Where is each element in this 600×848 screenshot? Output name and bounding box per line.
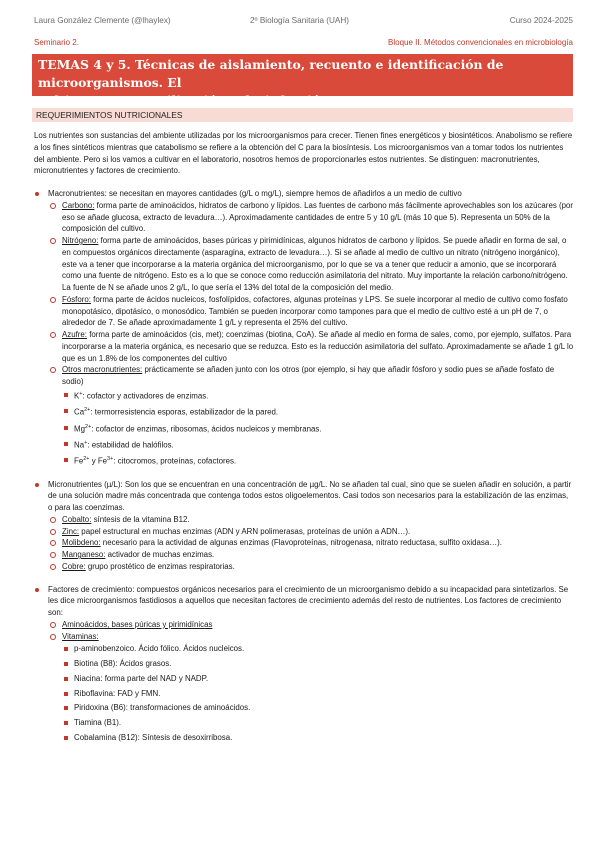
term: Nitrógeno:: [62, 236, 99, 245]
list-item: [48, 631, 574, 744]
list-item: [48, 561, 574, 573]
definition: grupo prostético de enzimas respiratorias.: [85, 561, 235, 571]
other-macronutrients-list: [62, 389, 574, 468]
term: Azufre:: [62, 330, 87, 339]
square-bullet-icon: [64, 647, 68, 651]
term: Fósforo:: [62, 294, 91, 304]
circle-bullet-icon: [50, 634, 56, 640]
square-bullet-icon: [64, 458, 68, 462]
block: Bloque II. Métodos convencionales en microbiología: [388, 38, 573, 47]
definition: forma parte de aminoácidos, bases púricas y pirimidínicas, algunos hidratos de carbono y lípidos. Se puede añadir en forma de sal, o en compuestos orgánicos directamente (asparagina, extracto de levadura…). Si se añade al medio de cultivo un nitrato (nitrógeno inorgánico), este va a tener que incorporarse a la materia orgánica del microorganismo, por lo que se va a tener que reducir a amonio, que se incorporará como una fuente de nitrógeno. Esto es a lo que se conoce como reducción asimilatoria del nitrato. Muy importante la relación carbono/nitrógeno. La fuente de N se añade unos 2 g/L, lo que sería el 13% del total de la composición del medio.: [62, 236, 568, 292]
ion-item: $Fe^{2+}$ y $Fe^{3+}$: citocromos, proteínas, cofactores.: [62, 454, 574, 467]
list-item: [48, 526, 574, 538]
definition: papel estructural en muchas enzimas (ADN y ARN polimerasas, proteínas de unión a ADN…).: [79, 526, 411, 536]
vitamins-list: [62, 643, 574, 743]
title-banner: [32, 54, 573, 108]
vitamin-item: p-aminobenzoico. Ácido fólico. Ácidos nucleicos.: [62, 643, 574, 655]
list-item: [48, 537, 574, 549]
vitamin-item: Niacina: forma parte del NAD y NADP.: [62, 673, 574, 685]
title-line-1: TEMAS 4 y 5. Técnicas de aislamiento, recuento e identificación de microorganismos. El: [38, 57, 504, 90]
list-item: [48, 200, 574, 235]
section-heading: REQUERIMIENTOS NUTRICIONALES: [32, 108, 573, 122]
definition: forma parte de aminoácidos, hidratos de carbono y lípidos. Las fuentes de carbono más fácilmente aprovechables son los azúcares (por eso se añade glucosa, extracto de levadura…). Aproximadamente cantidades de entre 5 y 10 g/L (más 10 que 5). Representa un 50% de la composición del cultivo.: [62, 200, 573, 234]
list-item: [48, 329, 574, 364]
vitamin-item: Cobalamina (B12): Síntesis de desoxirribosa.: [62, 732, 574, 744]
ion-item: $Mg^{2+}$: cofactor de enzimas, ribosomas, ácidos nucleicos y membranas.: [62, 422, 574, 435]
page-subheader: [34, 38, 573, 50]
circle-bullet-icon: [50, 332, 56, 338]
vitamin-item: Tiamina (B1).: [62, 717, 574, 729]
title-line-2: cultivo puro. Esterilización y desinfección.: [38, 93, 334, 108]
term: Carbono:: [62, 200, 95, 210]
bullet-icon: [35, 483, 39, 487]
list-item: [48, 235, 574, 294]
definition: forma parte de ácidos nucleicos, fosfolípidos, cofactores, algunas proteínas y LPS. Se suele incorporar al medio de cultivo como fosfato monopotásico, dipotásico, o monosódico. También se pueden incorporar como tampones para que el medio de cultivo esté a un pH de 7, o alrededor de 7. Se añade aproximadamente 1 g/L y representa el 25% del cultivo.: [62, 294, 568, 328]
list-item: [48, 619, 574, 631]
main-list: [34, 188, 574, 744]
square-bullet-icon: [64, 706, 68, 710]
micronutrients-item: [34, 479, 574, 573]
macronutrients-list: [48, 200, 574, 468]
circle-bullet-icon: [50, 297, 56, 303]
bullet-icon: [35, 192, 39, 196]
list-item: [48, 294, 574, 329]
square-bullet-icon: [64, 409, 68, 413]
square-bullet-icon: [64, 662, 68, 666]
definition: síntesis de la vitamina B12.: [91, 514, 190, 524]
circle-bullet-icon: [50, 517, 56, 523]
intro-paragraph: Los nutrientes son sustancias del ambiente utilizadas por los microorganismos para crecer. Tienen fines energéticos y biosintéticos. Anabolismo se refiere a los fines sintéticos mientras que catabolismo se refiere a la obtención del C para la biosíntesis. Los microorganismos van a tomar todos los nutrientes del ambiente. Pero si los vamos a cultivar en el laboratorio, nosotros hemos de proporcionarles estos nutrientes. Se distinguen: macronutrientes, micronutrientes y factores de crecimiento.: [34, 131, 573, 176]
page-header: [34, 16, 573, 28]
micronutrients-list: [48, 514, 574, 573]
list-item: [48, 364, 574, 467]
square-bullet-icon: [64, 692, 68, 696]
square-bullet-icon: [64, 426, 68, 430]
micronutrients-text: Micronutrientes (µ/L): Son los que se encuentran en una concentración de µg/L. No se añaden tal cual, sino que se suelen añadir en solución, a partir de una solución madre más concentrada que contenga todos estos oligoelementos. Casi todos son necesarios para la estabilización de las enzimas, o para las coenzimas.: [48, 479, 572, 513]
ion-item: K+: cofactor y activadores de enzimas.: [62, 389, 574, 402]
circle-bullet-icon: [50, 529, 56, 535]
term: Cobalto:: [62, 514, 92, 524]
circle-bullet-icon: [50, 203, 56, 209]
document-body: [34, 130, 574, 755]
author: Laura González Clemente (@lhaylex): [34, 16, 171, 25]
term: Aminoácidos, bases púricas y pirimidínicas: [62, 619, 213, 629]
growth-factors-text: Factores de crecimiento: compuestos orgánicos necesarios para el crecimiento de un microorganismo debido a su incapacidad para sintetizarlos. Se les dice microorganismos fastidiosos a aquellos que necesitan factores de crecimiento además del resto de nutrientes. Los factores de crecimiento son:: [48, 584, 569, 618]
circle-bullet-icon: [50, 367, 56, 373]
seminar: Seminario 2.: [34, 38, 79, 47]
circle-bullet-icon: [50, 552, 56, 558]
square-bullet-icon: [64, 721, 68, 725]
growth-factors-item: [34, 584, 574, 744]
definition: prácticamente se añaden junto con los otros (por ejemplo, si hay que añadir fósforo y sodio pues se añade fosfato de sodio): [62, 365, 555, 386]
circle-bullet-icon: [50, 622, 56, 628]
bullet-icon: [35, 588, 39, 592]
ion-item: $Ca^{2+}$: termorresistencia esporas, estabilizador de la pared.: [62, 405, 574, 418]
term: Molibdeno:: [62, 538, 101, 548]
term: Otros macronutrientes:: [62, 365, 143, 375]
list-item: [48, 514, 574, 526]
vitamin-item: Riboflavina: FAD y FMN.: [62, 688, 574, 700]
vitamin-item: Biotina (B8): Ácidos grasos.: [62, 658, 574, 670]
macronutrients-item: [34, 188, 574, 468]
list-item: [48, 549, 574, 561]
growth-factors-list: [48, 619, 574, 744]
square-bullet-icon: [64, 677, 68, 681]
term: Cobre:: [62, 561, 86, 571]
term: Zinc:: [62, 526, 80, 536]
circle-bullet-icon: [50, 540, 56, 546]
term: Manganeso:: [62, 550, 106, 560]
definition: forma parte de aminoácidos (cis, met); coenzimas (biotina, CoA). Se añade al medio en forma de sales, como, por ejemplo, sulfatos. Para incorporarse a la materia orgánica, es necesario que se reduzca. Esto es la reducción asimilatoria del sulfato. Aproximadamente se añade 1 g/L lo que es un 1.8% de los componentes del cultivo: [62, 330, 574, 363]
square-bullet-icon: [64, 393, 68, 397]
degree: 2º Biología Sanitaria (UAH): [250, 16, 350, 25]
vitamin-item: Piridoxina (B6): transformaciones de aminoácidos.: [62, 702, 574, 714]
square-bullet-icon: [64, 442, 68, 446]
definition: activador de muchas enzimas.: [105, 550, 215, 560]
circle-bullet-icon: [50, 238, 56, 244]
term: Vitaminas:: [62, 631, 99, 641]
circle-bullet-icon: [50, 564, 56, 570]
ion-item: Na+: estabilidad de halófilos.: [62, 438, 574, 451]
square-bullet-icon: [64, 736, 68, 740]
course: Curso 2024-2025: [509, 16, 573, 25]
definition: necesario para la actividad de algunas enzimas (Flavoproteínas, nitrogenasa, nitrato reductasa, sulfito oxidasa…).: [100, 538, 502, 548]
macronutrients-text: Macronutrientes: se necesitan en mayores cantidades (g/L o mg/L), siempre hemos de añadirlos a un medio de cultivo: [48, 189, 462, 198]
